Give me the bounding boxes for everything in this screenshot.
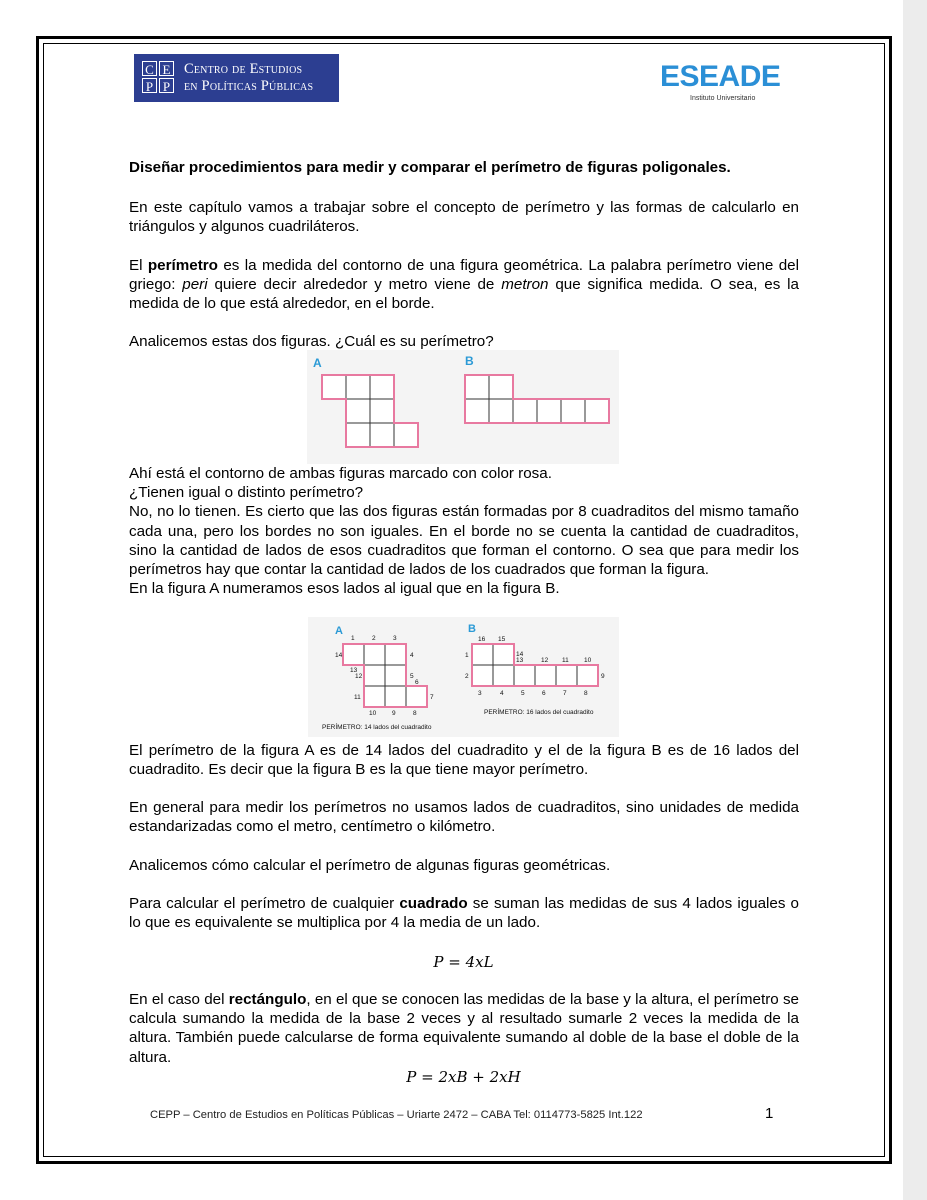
paragraph-question: Analicemos estas dos figuras. ¿Cuál es su perímetro? — [129, 333, 494, 350]
text-run: En el caso del — [129, 991, 229, 1008]
eseade-logo-subtitle: Instituto Universitario — [690, 95, 756, 102]
side-number: 15 — [498, 636, 506, 643]
side-number: 5 — [521, 690, 525, 697]
text-block: No, no lo tienen. Es cierto que las dos figuras están formadas por 8 cuadraditos del mismo tamaño cada una, pero los bordes no son iguales. En el borde no se cuenta la cantidad de cuadraditos, sino la cantidad de lados de esos cuadraditos que forman el contorno. O sea que para medir los perímetros hay que contar la cantidad de lados de los cuadrados que forman la figura. — [129, 503, 799, 579]
figure-b-caption: PERÍMETRO: 16 lados del cuadradito — [484, 709, 594, 716]
figure-a-grid — [322, 375, 418, 447]
text-run: Para calcular el perímetro de cualquier — [129, 895, 400, 912]
paragraph-comparison: El perímetro de la figura A es de 14 lados del cuadradito y el de la figura B es de 16 lados del cuadradito. Es decir que la figura B es la que tiene mayor perímetro. — [129, 742, 799, 779]
side-number: 14 — [335, 652, 343, 659]
text-run: , en el que se conocen las medidas de la base y la altura, el perímetro se calcula sumando la medida de la base 2 veces y al resultado sumarle 2 veces la medida de la altura. También puede calcularse de forma equivalente sumando al doble de la base el doble de la altura. — [129, 991, 799, 1066]
eseade-logo-word: ESEADE — [660, 60, 781, 93]
side-number: 11 — [562, 657, 569, 664]
side-number: 12 — [541, 657, 549, 664]
text-line: ¿Tienen igual o distinto perímetro? — [129, 484, 364, 502]
side-number: 8 — [584, 690, 588, 697]
figure-label-a: A — [313, 356, 322, 370]
paragraph-rectangle — [129, 990, 799, 1067]
page-number: 1 — [765, 1105, 774, 1122]
side-number: 3 — [478, 690, 482, 697]
side-number: 12 — [355, 673, 363, 680]
paragraph-explanation — [129, 464, 799, 598]
side-number: 13 — [350, 667, 358, 674]
term-perimetro: perímetro — [147, 257, 218, 274]
paragraph-square — [129, 894, 799, 932]
paragraph-intro-formulas: Analicemos cómo calcular el perímetro de algunas figuras geométricas. — [129, 857, 611, 874]
side-number: 3 — [393, 635, 397, 642]
figure-label-b: B — [465, 354, 474, 368]
cepp-letter: P — [142, 78, 157, 93]
side-number: 14 — [516, 651, 524, 658]
text-run: que significa medida. O sea, es la medida de lo que está alrededor, en el borde. — [129, 276, 799, 313]
page-footer: CEPP – Centro de Estudios en Políticas Públicas – Uriarte 2472 – CABA Tel: 0114773-5825 Int.122 — [150, 1109, 643, 1121]
term-metron: metron — [501, 276, 549, 294]
formula-rectangle: P = 2xB + 2xH — [406, 1068, 521, 1086]
eseade-logo — [660, 60, 800, 110]
side-number: 1 — [465, 652, 469, 659]
text-line: En la figura A numeramos esos lados al igual que en la figura B. — [129, 580, 560, 598]
text-run: se suman las medidas de sus 4 lados iguales o lo que es equivalente se multiplica por 4 la media de un lado. — [129, 895, 799, 932]
cepp-logo-name — [184, 61, 313, 95]
side-number: 11 — [354, 694, 361, 701]
side-number: 1 — [351, 635, 355, 642]
side-number: 6 — [415, 679, 419, 686]
cepp-name-line2: en Políticas Públicas — [184, 78, 314, 94]
side-number: 9 — [392, 710, 396, 717]
side-number: 9 — [601, 673, 605, 680]
figure-numbered — [308, 617, 619, 737]
page-margin-strip — [903, 0, 927, 1200]
side-number: 8 — [413, 710, 417, 717]
term-peri: peri — [182, 276, 208, 294]
figure-label-a: A — [335, 625, 343, 637]
cepp-name-line1: Centro de Estudios — [184, 61, 303, 77]
figure-shapes — [307, 350, 619, 464]
side-number: 4 — [410, 652, 414, 659]
side-number: 13 — [516, 657, 524, 664]
paragraph-definition — [129, 256, 799, 314]
side-number: 5 — [410, 673, 414, 680]
figure-shapes-svg — [307, 350, 619, 464]
cepp-letter: E — [159, 61, 174, 76]
figure-a-caption: PERÍMETRO: 14 lados del cuadradito — [322, 724, 432, 731]
side-number: 6 — [542, 690, 546, 697]
term-rectangulo: rectángulo — [228, 991, 307, 1008]
paragraph-units: En general para medir los perímetros no usamos lados de cuadraditos, sino unidades de medida estandarizadas como el metro, centímetro o kilómetro. — [129, 799, 799, 836]
side-number: 2 — [372, 635, 376, 642]
text-line: Ahí está el contorno de ambas figuras marcado con color rosa. — [129, 465, 552, 482]
section-title: Diseñar procedimientos para medir y comparar el perímetro de figuras poligonales. — [129, 159, 731, 176]
term-cuadrado: cuadrado — [399, 895, 468, 912]
side-number: 10 — [584, 657, 592, 664]
text-run: es la medida del contorno de una figura geométrica. La palabra perímetro viene del griego: — [129, 257, 799, 294]
figure-numbered-svg — [308, 617, 619, 737]
formula-square: P = 4xL — [433, 953, 494, 971]
text-run: quiere decir alrededor y metro viene de — [207, 276, 502, 294]
cepp-logo — [134, 54, 339, 102]
side-number: 4 — [500, 690, 504, 697]
figure-label-b: B — [468, 623, 476, 635]
side-number: 10 — [369, 710, 377, 717]
side-number: 7 — [563, 690, 567, 697]
paragraph-intro: En este capítulo vamos a trabajar sobre el concepto de perímetro y las formas de calcularlo en triángulos y algunos cuadriláteros. — [129, 199, 799, 236]
cepp-letter: C — [142, 61, 157, 76]
side-number: 2 — [465, 673, 469, 680]
side-number: 16 — [478, 636, 486, 643]
side-number: 7 — [430, 694, 434, 701]
cepp-logo-grid — [142, 61, 176, 95]
text-run: El — [129, 257, 148, 274]
cepp-letter: P — [159, 78, 174, 93]
